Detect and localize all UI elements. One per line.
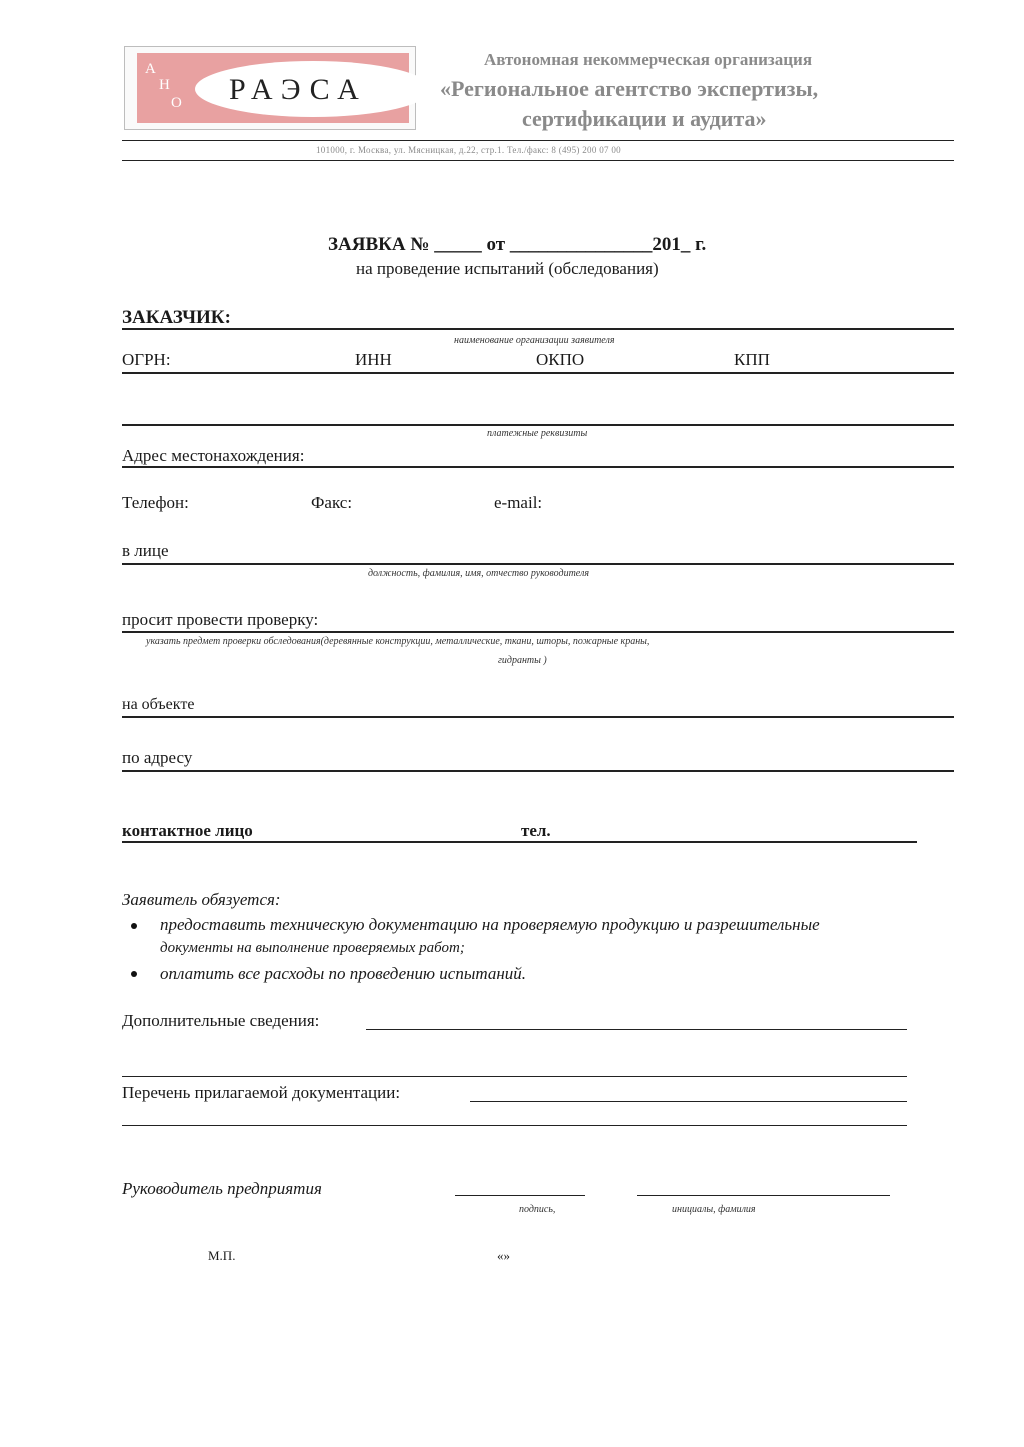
kpp-label: КПП — [734, 350, 770, 369]
contact-tel-label: тел. — [521, 821, 551, 840]
org-address: 101000, г. Москва, ул. Мясницкая, д.22, стр.1. Тел./факс: 8 (495) 200 07 00 — [316, 145, 621, 155]
docs-list-label: Перечень прилагаемой документации: — [122, 1083, 401, 1102]
customer-name-line[interactable] — [122, 328, 954, 330]
request-caption-line2: гидранты ) — [498, 655, 547, 666]
obligation-item-1-cont: документы на выполнение проверяемых работ; — [160, 940, 465, 956]
contact-person-label: контактное лицо — [122, 821, 253, 840]
signature-caption: подпись, — [519, 1204, 556, 1215]
org-type: Автономная некоммерческая организация — [484, 50, 813, 69]
object-address-label: по адресу — [122, 748, 193, 767]
header-rule-bottom — [122, 160, 954, 161]
address-label: Адрес местонахождения: — [122, 446, 305, 465]
signature-line[interactable] — [455, 1195, 585, 1196]
object-line[interactable] — [122, 716, 954, 718]
person-caption: должность, фамилия, имя, отчество руководителя — [368, 568, 589, 579]
stamp-place: М.П. — [208, 1248, 236, 1263]
additional-info-line[interactable] — [366, 1029, 907, 1030]
request-label: просит провести проверку: — [122, 610, 319, 629]
logo-background — [137, 53, 409, 123]
object-address-line[interactable] — [122, 770, 954, 772]
object-label: на объекте — [122, 696, 195, 713]
obligations-title: Заявитель обязуется: — [122, 890, 281, 909]
additional-info-line-2[interactable] — [122, 1076, 907, 1077]
org-name-line2: сертификации и аудита» — [522, 106, 767, 131]
initials-caption: инициалы, фамилия — [672, 1204, 756, 1215]
org-name-line1: «Региональное агентство экспертизы, — [440, 76, 819, 101]
obligation-item-2: оплатить все расходы по проведению испытаний. — [160, 964, 527, 983]
contact-line[interactable] — [122, 841, 917, 843]
bullet-1 — [131, 923, 137, 929]
address-line[interactable] — [122, 466, 954, 468]
logo-letter-n: Н — [159, 77, 170, 93]
logo-wordmark: РАЭСА — [229, 73, 368, 106]
logo-letter-a: А — [145, 61, 156, 77]
person-line[interactable] — [122, 563, 954, 565]
date-quotes: «» — [497, 1248, 510, 1263]
docs-list-line[interactable] — [470, 1101, 907, 1102]
head-signature-label: Руководитель предприятия — [122, 1179, 322, 1198]
bullet-2 — [131, 971, 137, 977]
bank-details-caption: платежные реквизиты — [487, 428, 588, 439]
docs-list-line-2[interactable] — [122, 1125, 907, 1126]
obligation-item-1: предоставить техническую документацию на проверяемую продукцию и разрешительные — [160, 915, 820, 934]
request-line[interactable] — [122, 631, 954, 633]
bank-details-line[interactable] — [122, 424, 954, 426]
requisites-line[interactable] — [122, 372, 954, 374]
application-title: ЗАЯВКА № _____ от _______________201_ г. — [328, 234, 707, 255]
header-rule-top — [122, 140, 954, 141]
ogrn-label: ОГРН: — [122, 350, 171, 369]
email-label: e-mail: — [494, 493, 543, 512]
okpo-label: ОКПО — [536, 350, 585, 369]
request-caption-line1: указать предмет проверки обследования(деревянные конструкции, металлические, ткани, шторы, пожарные краны, — [146, 636, 650, 647]
customer-name-caption: наименование организации заявителя — [454, 335, 615, 346]
org-logo — [124, 46, 416, 130]
initials-line[interactable] — [637, 1195, 890, 1196]
phone-label: Телефон: — [122, 493, 189, 512]
application-subtitle: на проведение испытаний (обследования) — [356, 259, 659, 278]
fax-label: Факс: — [311, 493, 353, 512]
person-label: в лице — [122, 541, 169, 560]
inn-label: ИНН — [355, 350, 392, 369]
additional-info-label: Дополнительные сведения: — [122, 1011, 320, 1030]
logo-letter-o: О — [171, 95, 182, 111]
customer-label: ЗАКАЗЧИК: — [122, 307, 231, 328]
